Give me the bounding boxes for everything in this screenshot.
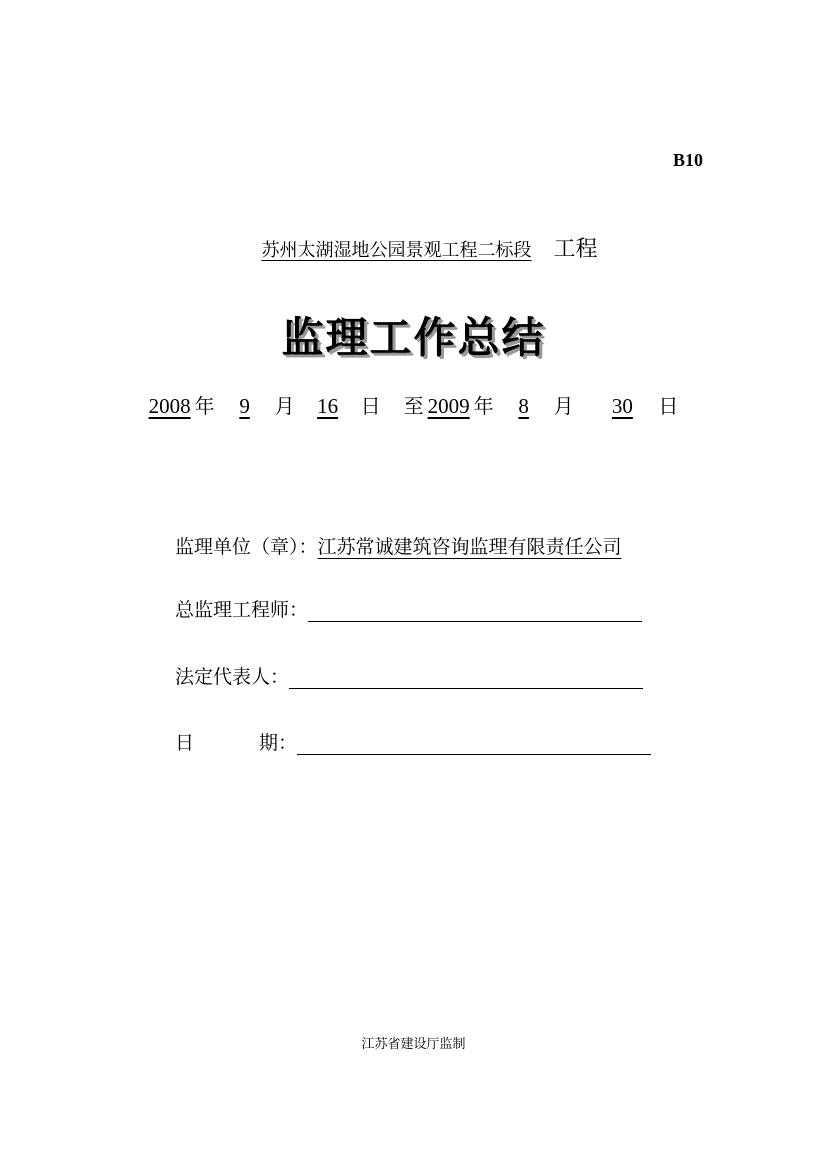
legal-rep-signature-line[interactable] <box>289 668 643 689</box>
supervisor-unit-label: 监理单位（章）： <box>175 536 318 558</box>
chief-engineer-signature-line[interactable] <box>308 601 642 622</box>
year-unit: 年 <box>194 394 215 418</box>
month-unit-2: 月 <box>553 394 574 418</box>
month-unit: 月 <box>274 394 295 418</box>
period-to: 至 <box>403 394 424 418</box>
project-line <box>0 232 827 263</box>
form-code: B10 <box>672 150 703 170</box>
day-unit-2: 日 <box>658 394 679 418</box>
date-label-second: 期： <box>259 732 298 754</box>
date-label-first: 日 <box>175 732 195 754</box>
chief-engineer-label: 总监理工程师： <box>175 599 309 621</box>
chief-engineer-field <box>175 595 642 622</box>
project-name <box>229 236 551 262</box>
project-name-text: 苏州太湖湿地公园景观工程二标段 <box>261 240 532 261</box>
day-unit: 日 <box>360 394 381 418</box>
document-title: 监理工作总结 <box>281 313 546 362</box>
year-unit-2: 年 <box>473 394 494 418</box>
footer-issuer: 江苏省建设厅监制 <box>361 1037 466 1052</box>
start-month: 9 <box>239 394 250 418</box>
start-day: 16 <box>317 394 339 418</box>
project-suffix: 工程 <box>553 237 598 262</box>
period-line <box>0 390 827 419</box>
end-month: 8 <box>518 394 529 418</box>
legal-rep-field <box>175 662 643 689</box>
date-field <box>175 728 651 755</box>
date-fill-line[interactable] <box>297 734 651 755</box>
start-year: 2008 <box>148 394 191 418</box>
legal-rep-label: 法定代表人： <box>175 666 290 688</box>
end-year: 2009 <box>427 394 470 418</box>
end-day: 30 <box>611 394 633 418</box>
supervisor-unit-value: 江苏常诚建筑咨询监理有限责任公司 <box>317 536 622 558</box>
supervisor-unit-field <box>175 532 622 559</box>
